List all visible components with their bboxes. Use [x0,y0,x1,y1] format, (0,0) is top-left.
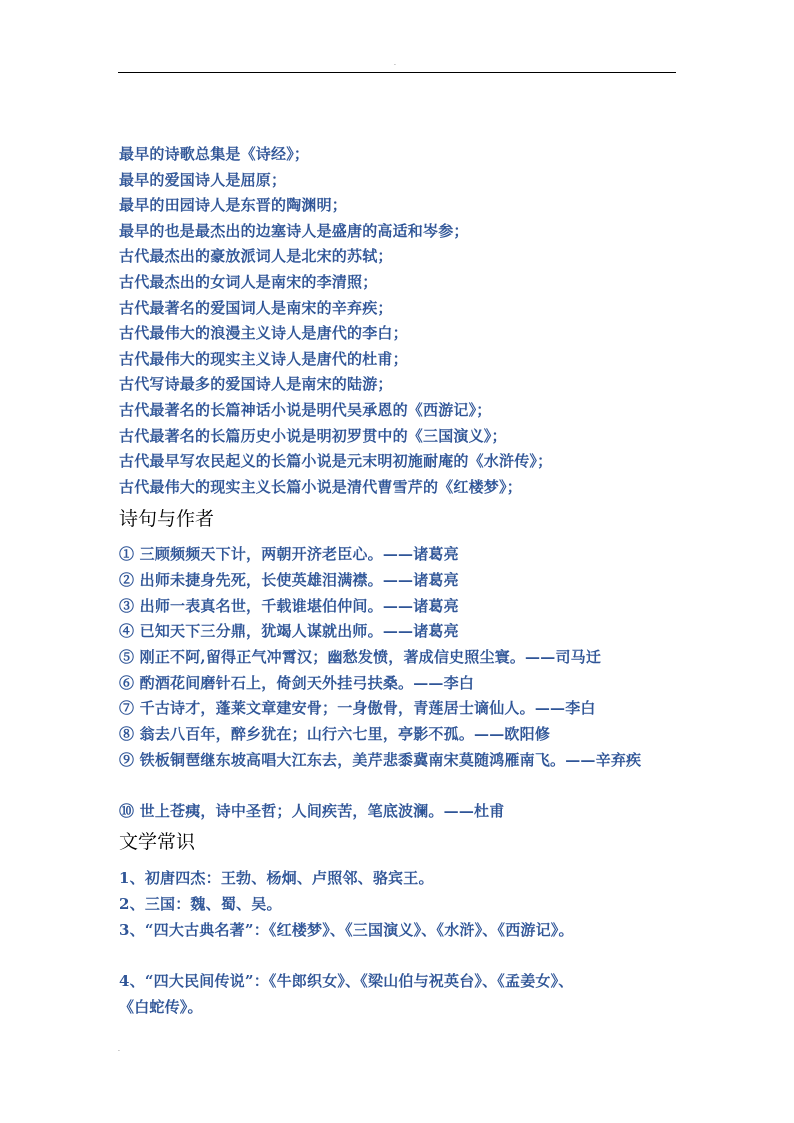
firsts-list [119,142,689,500]
fact-line: 古代最著名的长篇历史小说是明初罗贯中的《三国演义》； [119,426,507,445]
quote-line: ⑦ 千古诗才，蓬莱文章建安骨；一身傲骨，青莲居士谪仙人。——李白 [119,699,596,718]
fact-line: 古代最早写农民起义的长篇小说是元末明初施耐庵的《水浒传》； [119,452,553,471]
fact-line: 最早的爱国诗人是屈原； [119,170,287,189]
quote-line: ⑤ 刚正不阿,留得正气冲霄汉；幽愁发愤，著成信史照尘寰。——司马迁 [119,648,602,667]
fact-line: 古代写诗最多的爱国诗人是南宋的陆游； [119,375,393,394]
quote-line: ⑥ 酌酒花间磨针石上，倚剑天外挂弓扶桑。——李白 [119,673,475,692]
section-heading-literature: 文学常识 [119,831,196,854]
header-mark: . [394,60,396,67]
document-body [119,142,689,1020]
fact-line: 古代最著名的长篇神话小说是明代吴承恩的《西游记》； [119,400,492,419]
fact-line: 古代最杰出的豪放派词人是北宋的苏轼； [119,247,393,266]
fact-line: 古代最伟大的现实主义长篇小说是清代曹雪芹的《红楼梦》； [119,477,522,496]
fact-line: 最早的田园诗人是东晋的陶渊明； [119,196,348,215]
footer-mark: . [118,1046,120,1053]
quote-line: ③ 出师一表真名世，千载谁堪伯仲间。——诸葛亮 [119,596,459,615]
lit-item: 3、“四大古典名著”：《红楼梦》、《三国演义》、《水浒》、《西游记》。 [119,921,574,940]
quote-line: ⑩ 世上苍痍，诗中圣哲；人间疾苦，笔底波澜。——杜甫 [119,801,505,820]
quote-line: ④ 已知天下三分鼎，犹竭人谋就出师。——诸葛亮 [119,622,459,641]
header-rule [118,72,676,73]
quote-line: ② 出师未捷身先死，长使英雄泪满襟。——诸葛亮 [119,571,459,589]
quotes-list [119,542,689,824]
quote-line: ⑧ 翁去八百年，醉乡犹在；山行六七里，亭影不孤。——欧阳修 [119,725,551,744]
lit-item: 《白蛇传》。 [119,998,203,1017]
lit-item: 2、三国：魏、蜀、吴。 [119,895,282,914]
fact-line: 最早的诗歌总集是《诗经》； [119,145,310,163]
quote-line: ① 三顾频频天下计，两朝开济老臣心。——诸葛亮 [119,545,459,564]
fact-line: 古代最著名的爱国词人是南宋的辛弃疾； [119,298,393,317]
fact-line: 古代最杰出的女词人是南宋的李清照； [119,272,378,291]
fact-line: 古代最伟大的浪漫主义诗人是唐代的李白； [119,324,408,343]
literature-list [119,865,689,1020]
fact-line: 古代最伟大的现实主义诗人是唐代的杜甫； [119,349,408,368]
quote-line: ⑨ 铁板铜琶继东坡高唱大江东去，美芹悲黍冀南宋莫随鸿雁南飞。——辛弃疾 [119,750,642,769]
lit-item: 1、初唐四杰：王勃、杨炯、卢照邻、骆宾王。 [119,869,434,888]
lit-item: 4、“四大民间传说”：《牛郎织女》、《梁山伯与祝英台》、《孟姜女》、 [119,972,574,991]
section-heading-poems: 诗句与作者 [119,508,215,531]
fact-line: 最早的也是最杰出的边塞诗人是盛唐的高适和岑参； [119,221,469,240]
